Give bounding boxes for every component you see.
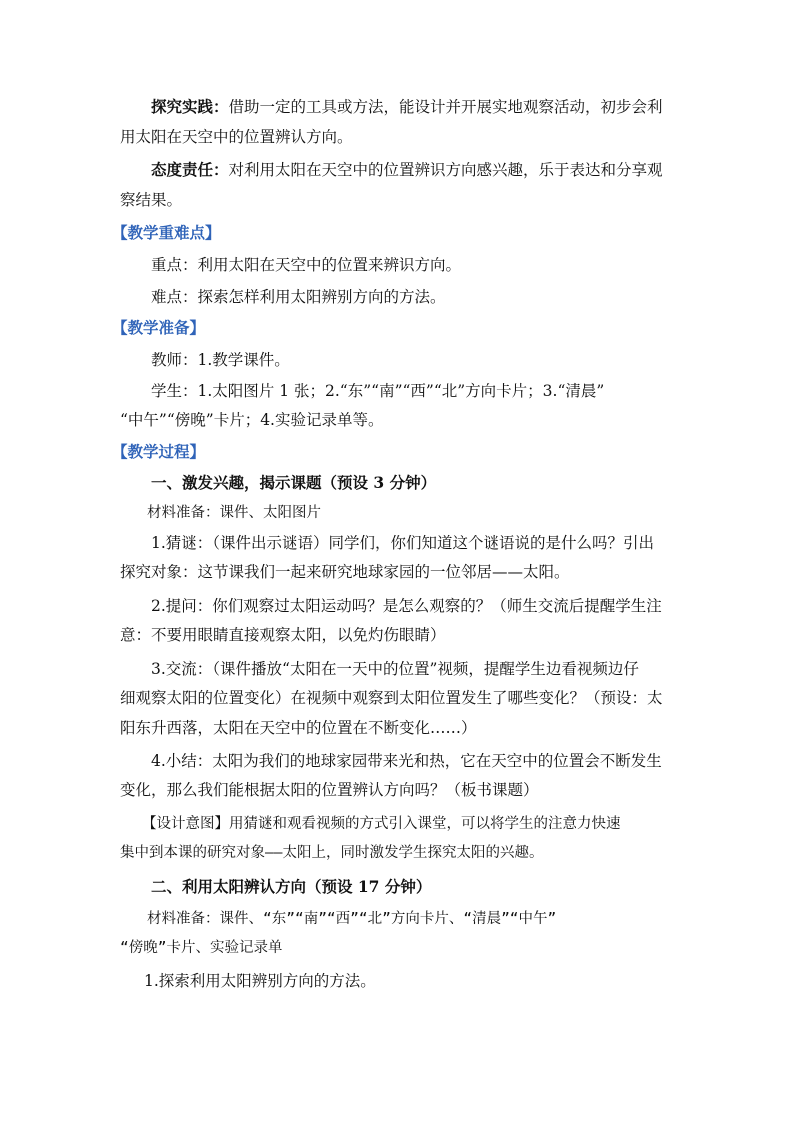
goal-attitude-line1: 态度责任：对利用太阳在天空中的位置辨识方向感兴趣，乐于表达和分享观 <box>151 160 663 179</box>
part1-step3-line2: 细观察太阳的位置变化）在视频中观察到太阳位置发生了哪些变化？（预设：太 <box>120 689 663 707</box>
heading-preparation: 【教学准备】 <box>112 318 206 337</box>
part1-step3-line1: 3.交流：（课件播放“太阳在一天中的位置”视频，提醒学生边看视频边仔 <box>151 660 639 678</box>
key-point-focus: 重点：利用太阳在天空中的位置来辨识方向。 <box>151 256 462 274</box>
part1-step4-line2: 变化，那么我们能根据太阳的位置辨认方向吗？（板书课题） <box>120 781 539 799</box>
prep-student-line2: “中午”“傍晚”卡片；4.实验记录单等。 <box>120 411 384 429</box>
key-point-difficulty: 难点：探索怎样利用太阳辨别方向的方法。 <box>151 288 446 306</box>
part2-step1: 1.探索利用太阳辨别方向的方法。 <box>144 972 376 990</box>
part1-step4-line1: 4.小结：太阳为我们的地球家园带来光和热，它在天空中的位置会不断发生 <box>151 752 662 770</box>
goal-attitude-line2: 察结果。 <box>120 191 183 209</box>
heading-key-points: 【教学重难点】 <box>112 223 221 242</box>
part1-title: 一、激发兴趣，揭示课题（预设 3 分钟） <box>151 473 437 492</box>
part2-title: 二、利用太阳辨认方向（预设 17 分钟） <box>151 877 432 896</box>
heading-process: 【教学过程】 <box>112 442 206 461</box>
part2-materials-line1: 材料准备：课件、“东”“南”“西”“北”方向卡片、“清晨”“中午” <box>147 911 557 927</box>
part1-intent-line1: 【设计意图】用猜谜和观看视频的方式引入课堂，可以将学生的注意力快速 <box>142 816 621 832</box>
part1-step1-line1: 1.猜谜：（课件出示谜语）同学们，你们知道这个谜语说的是什么吗？引出 <box>151 534 655 552</box>
part1-intent-line2: 集中到本课的研究对象——太阳上，同时激发学生探究太阳的兴趣。 <box>120 845 544 861</box>
goal-inquiry-label: 探究实践： <box>151 97 229 116</box>
goal-attitude-label: 态度责任： <box>151 160 229 179</box>
prep-student-line1: 学生：1.太阳图片 1 张；2.“东”“南”“西”“北”方向卡片；3.“清晨” <box>151 382 605 400</box>
part1-step2-line1: 2.提问：你们观察过太阳运动吗？是怎么观察的？（师生交流后提醒学生注 <box>151 597 662 615</box>
part2-materials-line2: “傍晚”卡片、实验记录单 <box>120 940 283 956</box>
goal-inquiry-line1: 探究实践：借助一定的工具或方法，能设计并开展实地观察活动，初步会利 <box>151 97 663 116</box>
part1-step1-line2: 探究对象：这节课我们一起来研究地球家园的一位邻居——太阳。 <box>120 563 570 581</box>
part1-materials: 材料准备：课件、太阳图片 <box>147 505 321 521</box>
part1-step3-line3: 阳东升西落，太阳在天空中的位置在不断变化……） <box>120 719 477 737</box>
goal-inquiry-line2: 用太阳在天空中的位置辨认方向。 <box>120 128 353 146</box>
prep-teacher: 教师：1.教学课件。 <box>151 351 290 369</box>
part1-step2-line2: 意：不要用眼睛直接观察太阳，以免灼伤眼睛） <box>120 626 446 644</box>
